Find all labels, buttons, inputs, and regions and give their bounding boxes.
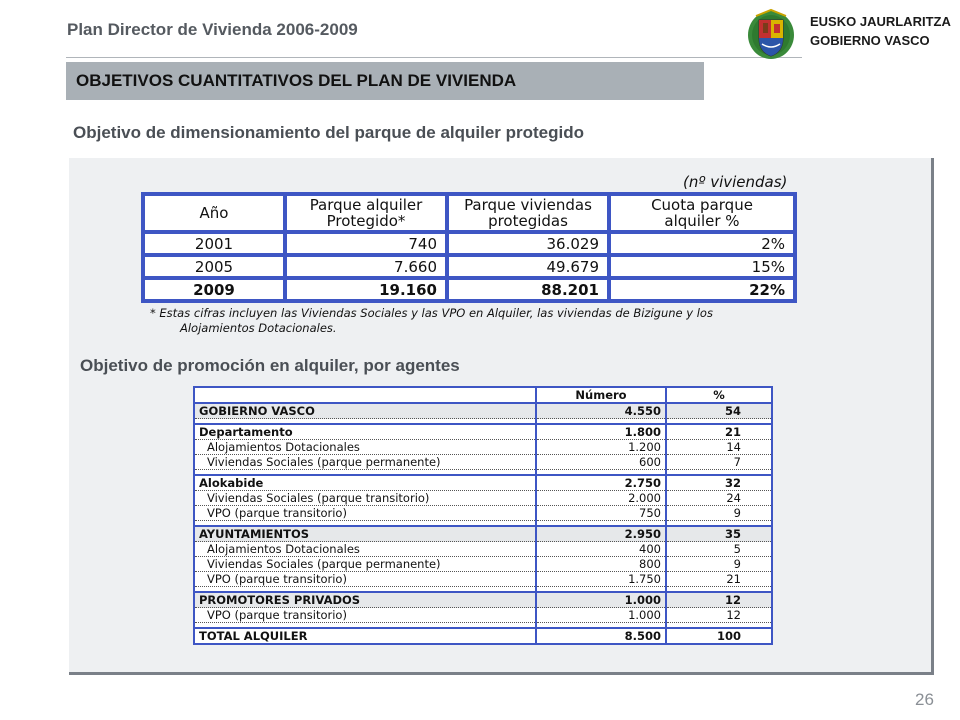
section-title-bar <box>66 62 704 100</box>
year-cell: 2009 <box>143 278 285 301</box>
table2-item-row <box>194 455 772 470</box>
percent-cell: 12 <box>666 592 772 608</box>
share-cell: 22% <box>609 278 795 301</box>
agent-label-cell: AYUNTAMIENTOS <box>194 526 536 542</box>
table2-group-row <box>194 403 772 419</box>
percent-cell: 21 <box>666 424 772 440</box>
percent-cell: 24 <box>666 491 772 506</box>
agent-label-cell: Viviendas Sociales (parque transitorio) <box>194 491 536 506</box>
number-cell: 2.750 <box>536 475 666 491</box>
agent-label-cell: Alojamientos Dotacionales <box>194 440 536 455</box>
organization-name <box>810 12 951 50</box>
org-name-basque: EUSKO JAURLARITZA <box>810 14 951 29</box>
percent-cell: 21 <box>666 572 772 587</box>
table1-subtitle: Objetivo de dimensionamiento del parque de alquiler protegido <box>73 123 585 142</box>
rental-cell: 740 <box>285 232 447 255</box>
table2-item-row <box>194 440 772 455</box>
percent-cell: 9 <box>666 557 772 572</box>
protected-cell: 88.201 <box>447 278 609 301</box>
percent-cell: 14 <box>666 440 772 455</box>
number-cell: 2.950 <box>536 526 666 542</box>
footnote-line1: * Estas cifras incluyen las Viviendas Sociales y las VPO en Alquiler, las viviendas de Bizigune y los <box>150 306 713 320</box>
rental-cell: 19.160 <box>285 278 447 301</box>
section-title: OBJETIVOS CUANTITATIVOS DEL PLAN DE VIVIENDA <box>76 71 517 90</box>
number-cell: 4.550 <box>536 403 666 419</box>
footnote-line2: Alojamientos Dotacionales. <box>180 321 337 335</box>
org-name-spanish: GOBIERNO VASCO <box>810 33 930 48</box>
table2-item-row <box>194 542 772 557</box>
number-cell: 750 <box>536 506 666 521</box>
table2-item-row <box>194 557 772 572</box>
table2-item-row <box>194 608 772 623</box>
header-rental-line1: Parque alquiler <box>309 196 423 214</box>
table2-group-row <box>194 424 772 440</box>
table2-header-number: Número <box>536 387 666 403</box>
number-cell: 400 <box>536 542 666 557</box>
share-cell: 2% <box>609 232 795 255</box>
agent-label-cell: TOTAL ALQUILER <box>194 628 536 644</box>
table1-header-cell <box>447 194 609 232</box>
number-cell: 1.800 <box>536 424 666 440</box>
agent-label-cell: GOBIERNO VASCO <box>194 403 536 419</box>
number-cell: 1.750 <box>536 572 666 587</box>
header-rental-line2: Protegido* <box>326 212 406 230</box>
number-cell: 8.500 <box>536 628 666 644</box>
header-title: Plan Director de Vivienda 2006-2009 <box>67 20 358 39</box>
header-share-line2: alquiler % <box>664 212 740 230</box>
agent-label-cell: VPO (parque transitorio) <box>194 572 536 587</box>
percent-cell: 35 <box>666 526 772 542</box>
number-cell: 800 <box>536 557 666 572</box>
table2-item-row <box>194 572 772 587</box>
percent-cell: 100 <box>666 628 772 644</box>
header-protected-line2: protegidas <box>488 212 568 230</box>
percent-cell: 54 <box>666 403 772 419</box>
header-share-line1: Cuota parque <box>651 196 753 214</box>
table2-total-row <box>194 628 772 644</box>
promotion-by-agent-table <box>193 386 773 645</box>
agent-label-cell: PROMOTORES PRIVADOS <box>194 592 536 608</box>
table2-body <box>194 387 772 644</box>
number-cell: 1.000 <box>536 592 666 608</box>
table1-header-cell <box>143 194 285 232</box>
rental-stock-table <box>141 192 797 303</box>
header-divider <box>66 57 802 58</box>
table1-header-cell <box>285 194 447 232</box>
basque-government-coat-of-arms-icon <box>746 8 796 60</box>
agent-label-cell: Alojamientos Dotacionales <box>194 542 536 557</box>
number-cell: 1.200 <box>536 440 666 455</box>
protected-cell: 36.029 <box>447 232 609 255</box>
table2-group-row <box>194 526 772 542</box>
agent-label-cell: VPO (parque transitorio) <box>194 608 536 623</box>
table1-row <box>143 278 795 301</box>
header-year: Año <box>199 204 229 222</box>
percent-cell: 5 <box>666 542 772 557</box>
table2-subtitle: Objetivo de promoción en alquiler, por agentes <box>80 356 460 375</box>
year-cell: 2005 <box>143 255 285 278</box>
percent-cell: 12 <box>666 608 772 623</box>
table2-group-row <box>194 475 772 491</box>
table2-header-row <box>194 387 772 403</box>
table1-row <box>143 255 795 278</box>
year-cell: 2001 <box>143 232 285 255</box>
table2-group-row <box>194 592 772 608</box>
number-cell: 600 <box>536 455 666 470</box>
header-protected-line1: Parque viviendas <box>464 196 592 214</box>
table1-header-row <box>143 194 795 232</box>
table2-header-percent: % <box>666 387 772 403</box>
table2-item-row <box>194 506 772 521</box>
table2-header-blank <box>194 387 536 403</box>
table2-item-row <box>194 491 772 506</box>
table1-footnote <box>150 306 800 336</box>
protected-cell: 49.679 <box>447 255 609 278</box>
agent-label-cell: Alokabide <box>194 475 536 491</box>
percent-cell: 9 <box>666 506 772 521</box>
agent-label-cell: Viviendas Sociales (parque permanente) <box>194 455 536 470</box>
agent-label-cell: Departamento <box>194 424 536 440</box>
page-number: 26 <box>915 690 934 709</box>
agent-label-cell: Viviendas Sociales (parque permanente) <box>194 557 536 572</box>
share-cell: 15% <box>609 255 795 278</box>
agent-label-cell: VPO (parque transitorio) <box>194 506 536 521</box>
percent-cell: 7 <box>666 455 772 470</box>
table1-row <box>143 232 795 255</box>
table1-unit: (nº viviendas) <box>683 173 788 191</box>
number-cell: 2.000 <box>536 491 666 506</box>
percent-cell: 32 <box>666 475 772 491</box>
rental-cell: 7.660 <box>285 255 447 278</box>
number-cell: 1.000 <box>536 608 666 623</box>
table1-header-cell <box>609 194 795 232</box>
